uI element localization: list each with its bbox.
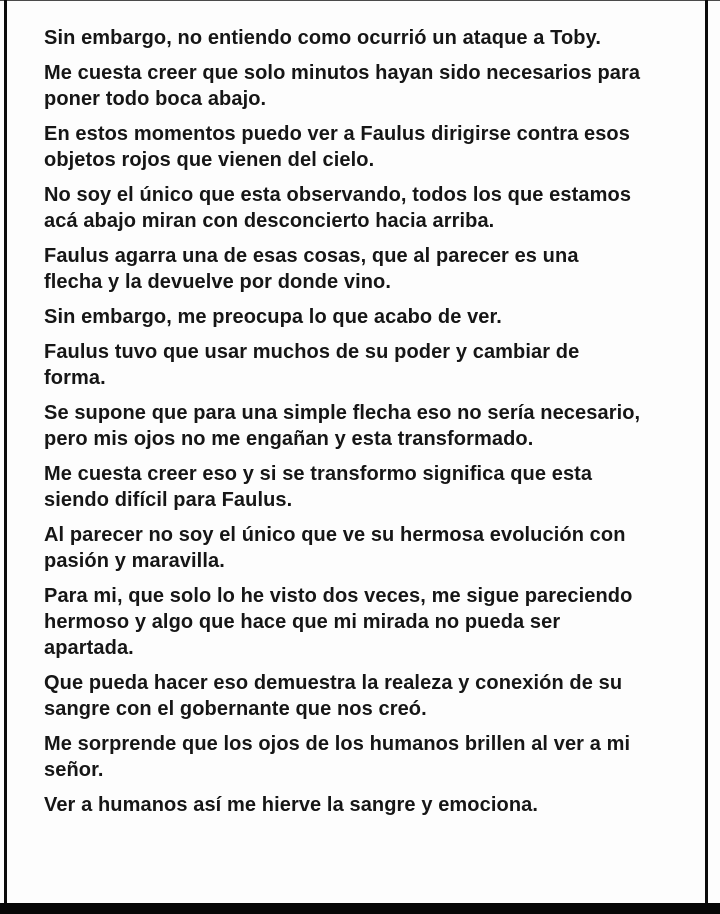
story-text: [44, 25, 689, 827]
text-line: flecha y la devuelve por donde vino.: [44, 271, 392, 293]
text-line: Para mi, que solo lo he visto dos veces, me sigue pareciendo: [44, 585, 633, 607]
paragraph: [44, 304, 689, 330]
text-line: Se supone que para una simple flecha eso no sería necesario,: [44, 402, 641, 424]
paragraph: [44, 60, 689, 112]
right-border-line: [705, 0, 708, 903]
paragraph: [44, 25, 689, 51]
paragraph: [44, 522, 689, 574]
text-line: hermoso y algo que hace que mi mirada no pueda ser: [44, 611, 561, 633]
text-line: Sin embargo, me preocupa lo que acabo de ver.: [44, 306, 502, 328]
paragraph: [44, 339, 689, 391]
paragraph: [44, 243, 689, 295]
paragraph: [44, 121, 689, 173]
text-line: Me cuesta creer que solo minutos hayan sido necesarios para: [44, 62, 641, 84]
paragraph: [44, 182, 689, 234]
text-line: apartada.: [44, 637, 134, 659]
text-line: Faulus agarra una de esas cosas, que al parecer es una: [44, 245, 579, 267]
paragraph: [44, 670, 689, 722]
text-line: siendo difícil para Faulus.: [44, 489, 293, 511]
text-line: pero mis ojos no me engañan y esta transformado.: [44, 428, 534, 450]
text-line: poner todo boca abajo.: [44, 88, 267, 110]
text-line: forma.: [44, 367, 106, 389]
text-line: En estos momentos puedo ver a Faulus dirigirse contra esos: [44, 123, 630, 145]
text-line: Me sorprende que los ojos de los humanos brillen al ver a mi: [44, 733, 631, 755]
text-line: Que pueda hacer eso demuestra la realeza y conexión de su: [44, 672, 623, 694]
paragraph: [44, 731, 689, 783]
text-line: sangre con el gobernante que nos creó.: [44, 698, 427, 720]
left-border-line: [4, 0, 7, 903]
paragraph: [44, 461, 689, 513]
text-line: Sin embargo, no entiendo como ocurrió un ataque a Toby.: [44, 27, 602, 49]
text-line: señor.: [44, 759, 104, 781]
bottom-border-bar: [0, 903, 720, 914]
top-border-line: [0, 0, 720, 1]
text-line: No soy el único que esta observando, todos los que estamos: [44, 184, 632, 206]
paragraph: [44, 583, 689, 661]
text-line: objetos rojos que vienen del cielo.: [44, 149, 375, 171]
text-line: Me cuesta creer eso y si se transformo significa que esta: [44, 463, 593, 485]
text-line: acá abajo miran con desconcierto hacia arriba.: [44, 210, 495, 232]
text-line: pasión y maravilla.: [44, 550, 225, 572]
text-line: Al parecer no soy el único que ve su hermosa evolución con: [44, 524, 626, 546]
text-line: Faulus tuvo que usar muchos de su poder y cambiar de: [44, 341, 580, 363]
paragraph: [44, 792, 689, 818]
text-line: Ver a humanos así me hierve la sangre y emociona.: [44, 794, 539, 816]
paragraph: [44, 400, 689, 452]
